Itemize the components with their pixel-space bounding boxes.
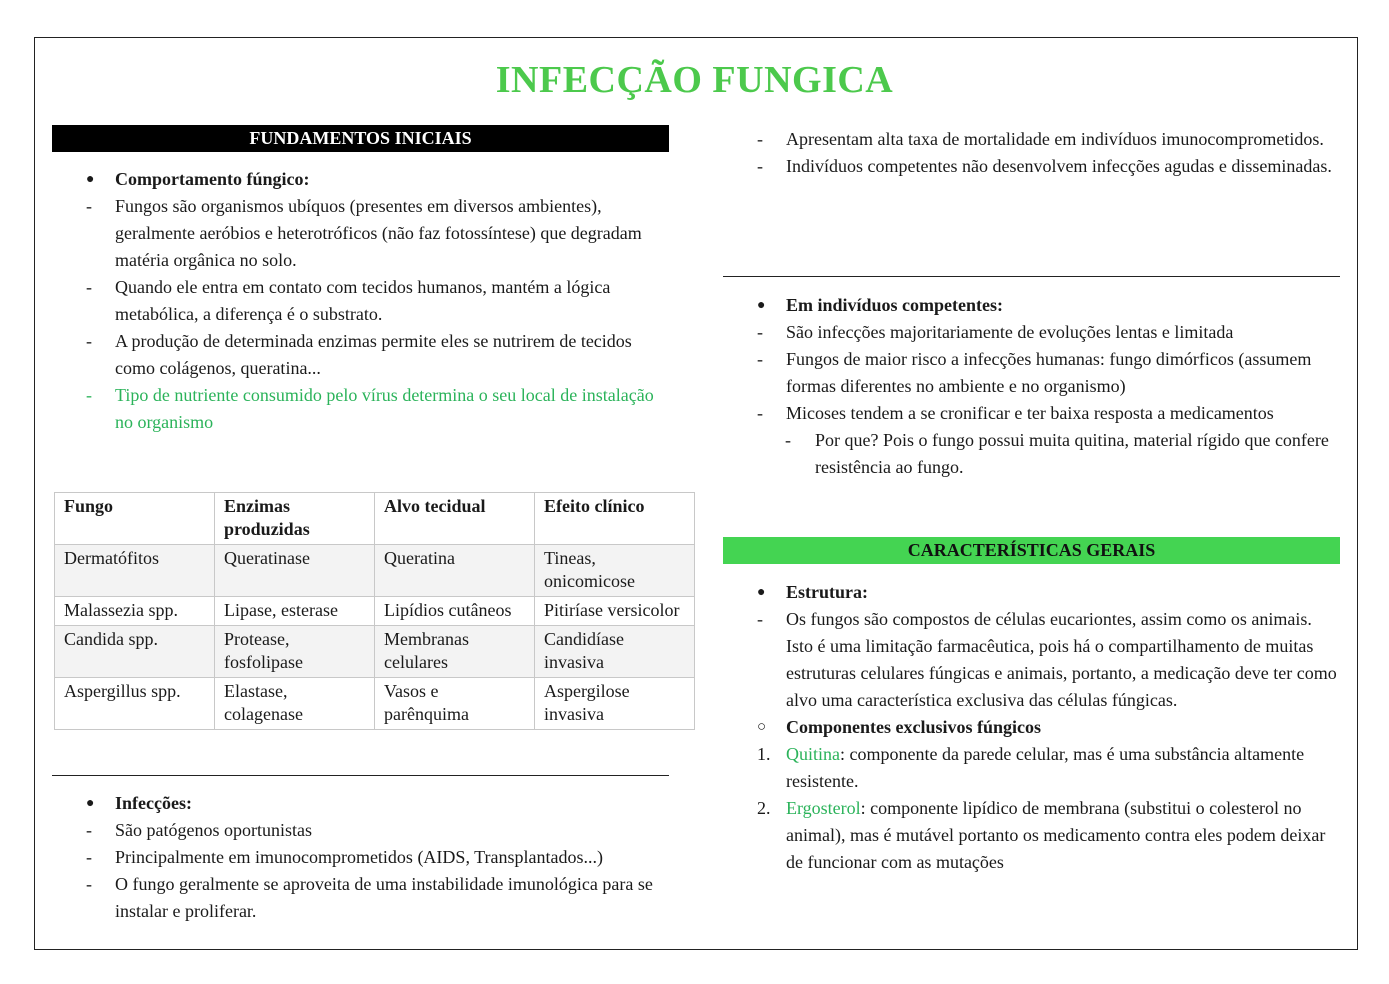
behavior-block bbox=[52, 166, 672, 436]
dash-marker-icon: - bbox=[86, 196, 92, 216]
sub-dash-item bbox=[723, 427, 1343, 481]
dash-item-highlight bbox=[52, 382, 672, 436]
dash-marker-icon: - bbox=[757, 156, 763, 176]
table-cell: Protease, fosfolipase bbox=[215, 626, 375, 678]
dash-marker-icon: - bbox=[86, 874, 92, 894]
section-header-caracteristicas: CARACTERÍSTICAS GERAIS bbox=[723, 537, 1340, 564]
component-name: Quitina bbox=[786, 744, 840, 764]
dash-marker-icon: - bbox=[86, 820, 92, 840]
hollow-circle-icon: ○ bbox=[757, 719, 767, 735]
component-text: : componente lipídico de membrana (substitui o colesterol no animal), mas é mutável portanto os medicamento contra eles podem deixar de funcionar com as mutações bbox=[786, 798, 1326, 872]
table-cell: Malassezia spp. bbox=[55, 597, 215, 626]
table-header-cell: Efeito clínico bbox=[535, 493, 695, 545]
table-cell: Candidíase invasiva bbox=[535, 626, 695, 678]
table-cell: Vasos e parênquima bbox=[375, 678, 535, 730]
top-item-text: Apresentam alta taxa de mortalidade em indivíduos imunocomprometidos. bbox=[786, 129, 1324, 149]
infections-block bbox=[52, 790, 672, 925]
competent-heading: Em indivíduos competentes: bbox=[786, 295, 1004, 315]
table-header-row bbox=[55, 493, 695, 545]
dash-item bbox=[52, 193, 672, 274]
competent-sub-item-text: Por que? Pois o fungo possui muita quitina, material rígido que confere resistência ao fungo. bbox=[815, 430, 1329, 477]
table-header-cell: Alvo tecidual bbox=[375, 493, 535, 545]
dash-marker-icon: - bbox=[757, 349, 763, 369]
bullet-dot-icon: ● bbox=[86, 796, 95, 811]
table-cell: Queratina bbox=[375, 545, 535, 597]
bullet-item bbox=[52, 790, 672, 817]
bullet-dot-icon: ● bbox=[757, 298, 766, 313]
dash-item bbox=[723, 346, 1343, 400]
structure-item-text: Os fungos são compostos de células eucariontes, assim como os animais. Isto é uma limitação farmacêutica, pois há o compartilhamento de muitas estruturas celulares fúngicas e animais, portanto, a medicação deve ter como alvo uma característica exclusiva das células fúngicas. bbox=[786, 609, 1337, 710]
dash-item bbox=[52, 844, 672, 871]
dash-marker-icon: - bbox=[86, 385, 92, 405]
dash-item bbox=[723, 319, 1343, 346]
dash-item bbox=[723, 400, 1343, 427]
bullet-dot-icon: ● bbox=[757, 585, 766, 600]
table-cell: Tineas, onicomicose bbox=[535, 545, 695, 597]
components-subheading: Componentes exclusivos fúngicos bbox=[786, 717, 1042, 737]
bullet-item bbox=[52, 166, 672, 193]
section-header-fundamentos: FUNDAMENTOS INICIAIS bbox=[52, 125, 669, 152]
circle-item bbox=[723, 714, 1343, 741]
dash-item bbox=[52, 274, 672, 328]
table-cell: Candida spp. bbox=[55, 626, 215, 678]
dash-marker-icon: - bbox=[757, 403, 763, 423]
table-cell: Pitiríase versicolor bbox=[535, 597, 695, 626]
numbered-item bbox=[723, 795, 1343, 876]
table-row bbox=[55, 626, 695, 678]
dash-item bbox=[723, 126, 1343, 153]
infections-item-text: São patógenos oportunistas bbox=[115, 820, 312, 840]
infections-item-text: O fungo geralmente se aproveita de uma instabilidade imunológica para se instalar e proliferar. bbox=[115, 874, 653, 921]
table-cell: Membranas celulares bbox=[375, 626, 535, 678]
dash-marker-icon: - bbox=[86, 847, 92, 867]
mortality-block bbox=[723, 126, 1343, 180]
table-row bbox=[55, 678, 695, 730]
competent-block bbox=[723, 292, 1343, 481]
behavior-item-text: Tipo de nutriente consumido pelo vírus determina o seu local de instalação no organismo bbox=[115, 385, 654, 432]
dash-marker-icon: - bbox=[757, 129, 763, 149]
competent-item-text: Micoses tendem a se cronificar e ter baixa resposta a medicamentos bbox=[786, 403, 1274, 423]
dash-item bbox=[52, 328, 672, 382]
table-cell: Queratinase bbox=[215, 545, 375, 597]
dash-marker-icon: - bbox=[757, 322, 763, 342]
table-cell: Dermatófitos bbox=[55, 545, 215, 597]
dash-marker-icon: - bbox=[86, 331, 92, 351]
component-text: : componente da parede celular, mas é uma substância altamente resistente. bbox=[786, 744, 1305, 791]
dash-item bbox=[723, 153, 1343, 180]
bullet-dot-icon: ● bbox=[86, 172, 95, 187]
competent-item-text: Fungos de maior risco a infecções humanas: fungo dimórficos (assumem formas diferentes no ambiente e no organismo) bbox=[786, 349, 1312, 396]
divider bbox=[52, 775, 669, 776]
infections-heading: Infecções: bbox=[115, 793, 192, 813]
behavior-item-text: Fungos são organismos ubíquos (presentes em diversos ambientes), geralmente aeróbios e heterotróficos (não faz fotossíntese) que degradam matéria orgânica no solo. bbox=[115, 196, 642, 270]
bullet-item bbox=[723, 292, 1343, 319]
dash-item bbox=[52, 871, 672, 925]
numbered-item bbox=[723, 741, 1343, 795]
behavior-heading: Comportamento fúngico: bbox=[115, 169, 310, 189]
enzymes-table bbox=[54, 492, 695, 730]
component-name: Ergosterol bbox=[786, 798, 861, 818]
dash-item bbox=[723, 606, 1343, 714]
table-cell: Elastase, colagenase bbox=[215, 678, 375, 730]
structure-heading: Estrutura: bbox=[786, 582, 868, 602]
dash-item bbox=[52, 817, 672, 844]
bullet-item bbox=[723, 579, 1343, 606]
dash-marker-icon: - bbox=[785, 430, 791, 450]
page-title: INFECÇÃO FUNGICA bbox=[495, 59, 894, 101]
dash-marker-icon: - bbox=[86, 277, 92, 297]
dash-marker-icon: - bbox=[757, 609, 763, 629]
item-number: 2. bbox=[757, 798, 771, 818]
divider bbox=[723, 276, 1340, 277]
table-cell: Aspergillus spp. bbox=[55, 678, 215, 730]
table-cell: Aspergilose invasiva bbox=[535, 678, 695, 730]
table-row bbox=[55, 597, 695, 626]
top-item-text: Indivíduos competentes não desenvolvem infecções agudas e disseminadas. bbox=[786, 156, 1332, 176]
table-header-cell: Enzimas produzidas bbox=[215, 493, 375, 545]
infections-item-text: Principalmente em imunocomprometidos (AIDS, Transplantados...) bbox=[115, 847, 603, 867]
table-cell: Lipídios cutâneos bbox=[375, 597, 535, 626]
table-header-cell: Fungo bbox=[55, 493, 215, 545]
item-number: 1. bbox=[757, 744, 771, 764]
structure-block bbox=[723, 579, 1343, 876]
table-cell: Lipase, esterase bbox=[215, 597, 375, 626]
table-row bbox=[55, 545, 695, 597]
behavior-item-text: A produção de determinada enzimas permite eles se nutrirem de tecidos como colágenos, queratina... bbox=[115, 331, 632, 378]
behavior-item-text: Quando ele entra em contato com tecidos humanos, mantém a lógica metabólica, a diferença é o substrato. bbox=[115, 277, 611, 324]
competent-item-text: São infecções majoritariamente de evoluções lentas e limitada bbox=[786, 322, 1234, 342]
